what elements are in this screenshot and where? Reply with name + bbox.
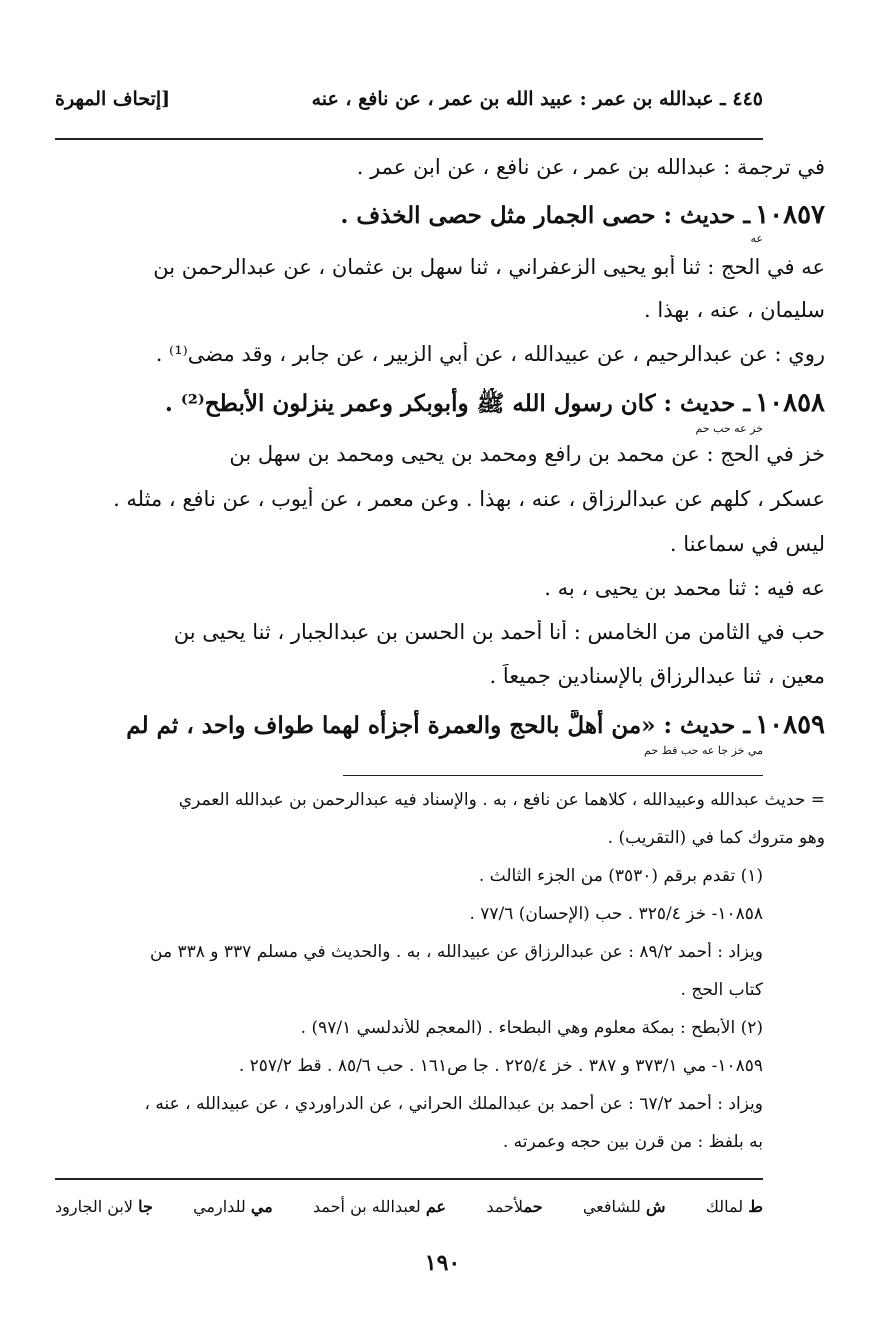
text-line: عسكر ، كلهم عن عبدالرزاق ، عنه ، بهذا . وعن معمر ، عن أيوب ، عن نافع ، مثله . (113, 487, 825, 511)
source-sigla: مي خز جا عه حب قط حم (644, 744, 763, 757)
footnote-line: (٢) الأبطح : بمكة معلوم وهي البطحاء . (المعجم للأندلسي ٩٧/١) . (300, 1018, 763, 1038)
footnote-separator (343, 775, 763, 776)
hadith-title: ـ حديث : حصى الجمار مثل حصى الخذف . (340, 202, 751, 229)
legend-rule (55, 1178, 763, 1180)
footnote-line: (١) تقدم برقم (٣٥٣٠) من الجزء الثالث . (478, 866, 763, 886)
hadith-number: ١٠٨٥٩ (755, 710, 825, 740)
hadith-number: ١٠٨٥٧ (755, 200, 825, 230)
hadith-title: ـ حديث : «من أهلَّ بالحج والعمرة أجزأه لهما طواف واحد ، ثم لم (126, 712, 751, 739)
source-sigla: خز عه حب حم (695, 422, 763, 435)
hadith-heading-10857 (55, 200, 825, 230)
legend-item: مي للدارمي (193, 1197, 273, 1216)
hadith-number: ١٠٨٥٨ (755, 388, 825, 418)
footnote-line: ويزاد : أحمد ٨٩/٢ : عن عبدالرزاق عن عبيدالله ، به . والحديث في مسلم ٣٣٧ و ٣٣٨ من (150, 942, 763, 962)
footnote-line: ١٠٨٥٩- مي ٣٧٣/١ و ٣٨٧ . خز ٢٢٥/٤ . جا ص١٦١ . حب ٨٥/٦ . قط ٢٥٧/٢ . (238, 1056, 763, 1076)
text-line: معين ، ثنا عبدالرزاق بالإسنادين جميعاً . (489, 664, 825, 688)
text-line: حب في الثامن من الخامس : أنا أحمد بن الحسن بن عبدالجبار ، ثنا يحيى بن (173, 620, 825, 644)
footnote-line: ويزاد : أحمد ٦٧/٢ : عن أحمد بن عبدالملك الحراني ، عن الدراوردي ، عن عبيدالله ، عنه ، (144, 1094, 763, 1114)
legend-item: جا لابن الجارود (55, 1197, 153, 1216)
footnote-line: = حديث عبدالله وعبيدالله ، كلاهما عن نافع ، به . والإسناد فيه عبدالرحمن بن عبدالله العمري (178, 790, 825, 810)
text-line: ليس في سماعنا . (669, 532, 825, 556)
footnote-line: ١٠٨٥٨- خز ٣٢٥/٤ . حب (الإحسان) ٧٧/٦ . (469, 904, 763, 924)
hadith-title: ـ حديث : كان رسول الله ﷺ وأبوبكر وعمر ينزلون الأبطح⁽²⁾ . (164, 390, 751, 417)
footnote-line: وهو متروك كما في (التقريب) . (607, 828, 825, 848)
text-line: روي : عن عبدالرحيم ، عن عبيدالله ، عن أبي الزبير ، عن جابر ، وقد مضى⁽¹⁾ . (155, 342, 825, 366)
header-rule (55, 138, 763, 140)
chapter-heading: ٤٤٥ ـ عبدالله بن عمر : عبيد الله بن عمر ، عن نافع ، عنه (311, 88, 763, 110)
text-line: خز في الحج : عن محمد بن رافع ومحمد بن يحيى ومحمد بن سهل بن (229, 442, 825, 466)
legend-item: عم لعبدالله بن أحمد (313, 1197, 447, 1216)
hadith-heading-10859 (55, 710, 825, 740)
page-number: ١٩٠ (424, 1250, 461, 1276)
footnote-line: به بلفظ : من قرن بين حجه وعمرته . (502, 1132, 763, 1152)
legend-item: ش للشافعي (582, 1197, 666, 1216)
text-line: سليمان ، عنه ، بهذا . (644, 298, 825, 322)
abbreviation-legend (55, 1197, 763, 1216)
source-sigla: عه (750, 232, 763, 245)
text-line: عه فيه : ثنا محمد بن يحيى ، به . (544, 576, 825, 600)
legend-item: ط لمالك (705, 1197, 763, 1216)
book-title: [إتحاف المهرة (55, 88, 171, 110)
intro-line: في ترجمة : عبدالله بن عمر ، عن نافع ، عن ابن عمر . (356, 155, 825, 179)
hadith-heading-10858 (55, 388, 825, 423)
legend-item: حملأحمد (486, 1197, 543, 1216)
footnote-line: كتاب الحج . (680, 980, 763, 1000)
text-line: عه في الحج : ثنا أبو يحيى الزعفراني ، ثنا سهل بن عثمان ، عن عبدالرحمن بن (153, 255, 825, 279)
